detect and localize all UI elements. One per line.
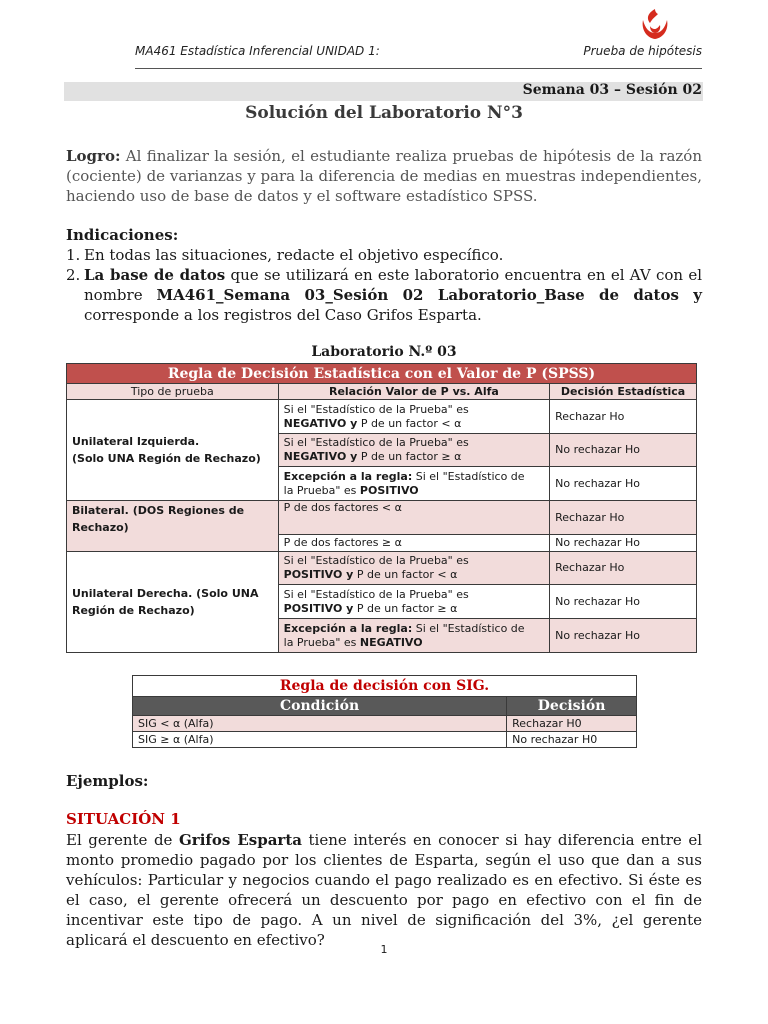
group-left-tailed <box>67 400 279 501</box>
cell-text: P de un factor ≥ α <box>353 601 458 615</box>
col-header: Relación Valor de P vs. Alfa <box>278 384 550 400</box>
table-row <box>133 732 637 748</box>
list-number: 2. <box>66 266 81 284</box>
header-topic: Prueba de hipótesis <box>583 44 702 58</box>
list-span: que se utilizará en este laboratorio encuentra en el AV con el nombre <box>84 266 702 304</box>
cell-bold: Excepción a la regla: <box>283 469 413 483</box>
table-cell <box>278 585 550 619</box>
university-logo-icon <box>638 6 672 42</box>
cell-text: P de un factor < α <box>357 416 462 430</box>
cell-bold: POSITIVO <box>283 568 343 581</box>
table-cell: SIG < α (Alfa) <box>133 716 507 732</box>
table-cell: P de dos factores < α <box>278 501 550 535</box>
lab-title: Laboratorio N.º 03 <box>311 344 457 360</box>
sit-span: El gerente de <box>66 831 179 849</box>
list-bold: La base de datos <box>84 266 226 284</box>
indicaciones-list <box>66 245 702 325</box>
cell-text: la Prueba" es <box>283 483 360 497</box>
cell-bold: NEGATIVO <box>359 635 423 649</box>
situation-text <box>66 830 702 950</box>
table-cell <box>278 434 550 467</box>
header-divider <box>135 68 702 69</box>
table-cell: Rechazar H0 <box>507 716 637 732</box>
table-cell: Rechazar Ho <box>550 552 697 585</box>
list-item <box>66 265 702 325</box>
cell-bold: Excepción a la regla: <box>283 621 413 635</box>
situation-title: SITUACIÓN 1 <box>66 810 181 828</box>
list-span: corresponde a los registros del Caso Grifos Esparta. <box>84 306 482 324</box>
cell-text: P de un factor < α <box>353 568 458 581</box>
table-cell: No rechazar H0 <box>507 732 637 748</box>
logro-text: Al finalizar la sesión, el estudiante realiza pruebas de hipótesis de la razón (cociente) de varianzas y para la diferencia de medias en muestras independientes, haciendo uso de base de datos y el software estadístico SPSS. <box>66 147 702 205</box>
group-label: Unilateral Izquierda. <box>72 435 200 448</box>
cell-bold: NEGATIVO <box>283 416 347 430</box>
cell-bold: y <box>346 450 358 463</box>
week-label: Semana 03 – Sesión 02 <box>522 82 702 98</box>
table-cell: No rechazar Ho <box>550 467 697 501</box>
page-number: 1 <box>380 943 388 956</box>
cell-text: Si el "Estadístico de <box>412 469 525 483</box>
table-row <box>133 716 637 732</box>
cell-bold: POSITIVO <box>359 483 419 497</box>
table-cell <box>278 467 550 501</box>
examples-title: Ejemplos: <box>66 772 149 790</box>
table-cell: P de dos factores ≥ α <box>278 535 550 552</box>
cell-text: Si el "Estadístico de la Prueba" es <box>283 402 469 416</box>
table-cell <box>278 400 550 434</box>
header-course: MA461 Estadística Inferencial UNIDAD 1: <box>135 44 380 58</box>
table-cell: No rechazar Ho <box>550 585 697 619</box>
cell-bold: NEGATIVO <box>283 450 347 463</box>
indicaciones-title: Indicaciones: <box>66 226 179 244</box>
logro-paragraph <box>66 146 702 206</box>
decision-rule-table <box>66 363 697 653</box>
logro-label: Logro: <box>66 147 121 165</box>
group-bilateral: Bilateral. (DOS Regiones de Rechazo) <box>67 501 279 552</box>
col-header: Decisión <box>507 697 637 716</box>
col-header: Decisión Estadística <box>550 384 697 400</box>
cell-text: Si el "Estadístico de <box>412 621 525 635</box>
cell-text: la Prueba" es <box>283 635 360 649</box>
list-item <box>66 245 702 265</box>
list-number: 1. <box>66 246 81 264</box>
rule-table-title: Regla de Decisión Estadística con el Valor de P (SPSS) <box>67 364 697 384</box>
cell-bold: y <box>342 568 354 581</box>
list-text: En todas las situaciones, redacte el objetivo específico. <box>84 246 504 264</box>
page-title: Solución del Laboratorio N°3 <box>245 103 523 123</box>
list-text <box>84 265 702 325</box>
table-cell: Rechazar Ho <box>550 400 697 434</box>
cell-bold: y <box>342 601 354 615</box>
sig-table-title: Regla de decisión con SIG. <box>133 676 637 697</box>
table-cell <box>278 552 550 585</box>
table-cell: Rechazar Ho <box>550 501 697 535</box>
table-cell: SIG ≥ α (Alfa) <box>133 732 507 748</box>
group-right-tailed: Unilateral Derecha. (Solo UNA Región de Rechazo) <box>67 552 279 653</box>
cell-text: P de un factor ≥ α <box>357 450 462 463</box>
table-cell: No rechazar Ho <box>550 619 697 653</box>
cell-bold: POSITIVO <box>283 601 343 615</box>
table-cell: No rechazar Ho <box>550 535 697 552</box>
table-cell: No rechazar Ho <box>550 434 697 467</box>
group-sub: (Solo UNA Región de Rechazo) <box>72 452 261 465</box>
sit-span: tiene interés en conocer si hay diferencia entre el monto promedio pagado por los clientes de Esparta, según el uso que dan a sus vehículos: Particular y negocios cuando el pago realizado es en efectivo. Si éste es el caso, el gerente ofrecerá un descuento por pago en efectivo con el fin de incentivar este tipo de pago. A un nivel de significación del 3%, ¿el gerente aplicará el descuento en efectivo? <box>66 831 703 949</box>
cell-text: Si el "Estadístico de la Prueba" es <box>283 436 469 449</box>
col-header: Condición <box>133 697 507 716</box>
sit-bold: Grifos Esparta <box>179 831 302 849</box>
table-cell <box>278 619 550 653</box>
list-bold: MA461_Semana 03_Sesión 02 Laboratorio_Base de datos y <box>156 286 703 304</box>
col-header: Tipo de prueba <box>67 384 279 400</box>
cell-text: Si el "Estadístico de la Prueba" es <box>283 554 469 567</box>
sig-rule-table <box>132 675 637 748</box>
cell-text: Si el "Estadístico de la Prueba" es <box>283 587 469 601</box>
cell-bold: y <box>346 416 358 430</box>
